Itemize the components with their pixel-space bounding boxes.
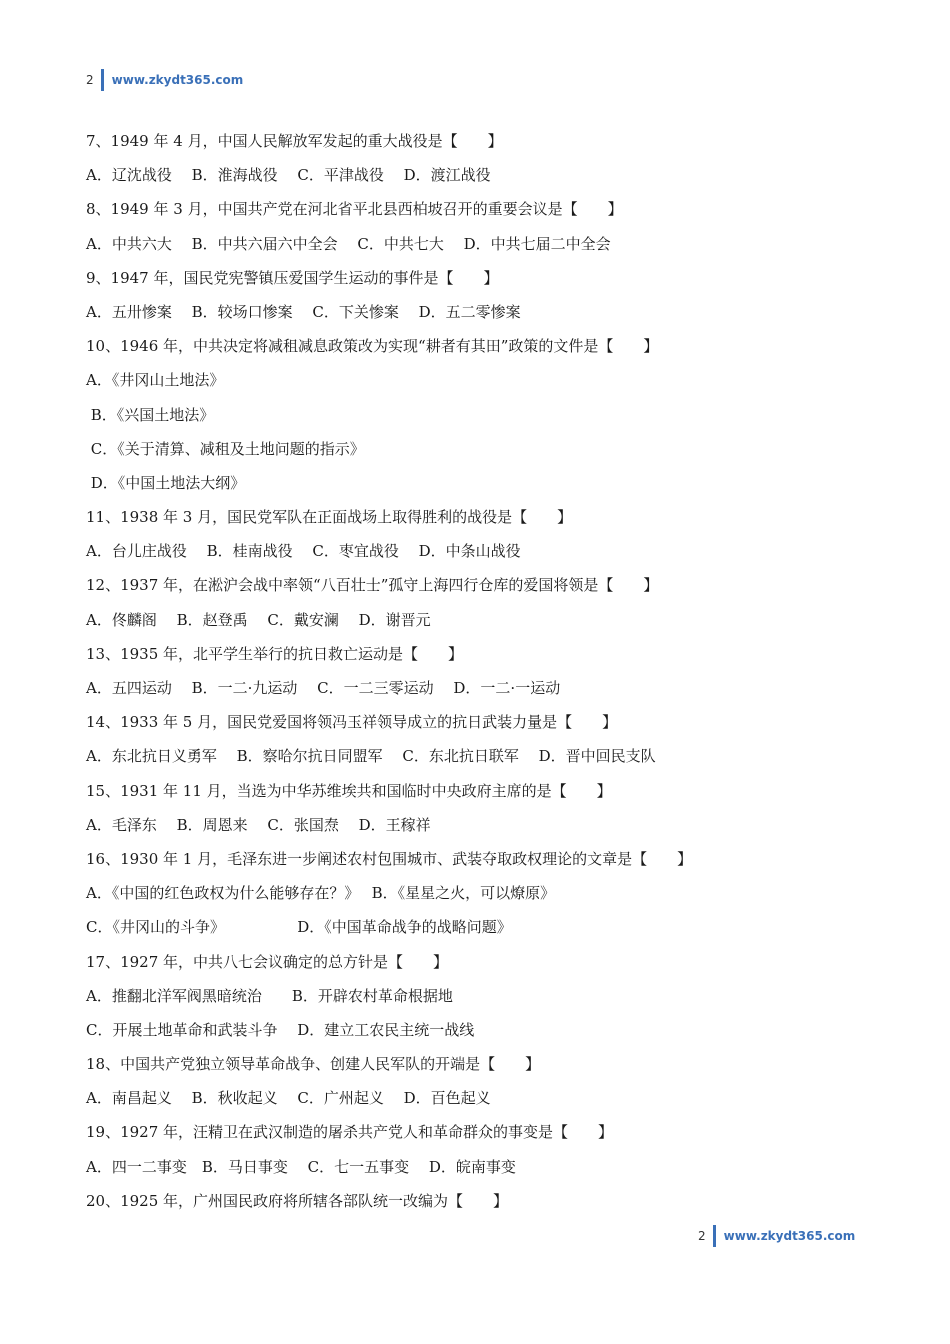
option-line: A．毛泽东 B．周恩来 C．张国焘 D．王稼祥	[86, 815, 431, 834]
option-line: A．推翻北洋军阀黑暗统治 B．开辟农村革命根据地	[86, 986, 453, 1005]
header-page-number: 2	[86, 73, 94, 87]
option-line: A．东北抗日义勇军 B．察哈尔抗日同盟军 C．东北抗日联军 D．晋中回民支队	[86, 747, 656, 766]
option-line: D．《中国土地法大纲》	[86, 473, 246, 492]
question-line: 10、1946 年，中共决定将减租减息政策改为实现“耕者有其田”政策的文件是【 】	[86, 337, 659, 356]
question-line: 16、1930 年 1 月，毛泽东进一步阐述农村包围城市、武装夺取政权理论的文章是【 】	[86, 849, 693, 868]
option-line: A．四一二事变 B．马日事变 C．七一五事变 D．皖南事变	[86, 1157, 516, 1176]
footer-page-number: 2	[698, 1229, 706, 1243]
question-line: 7、1949 年 4 月，中国人民解放军发起的重大战役是【 】	[86, 132, 503, 150]
option-line: C．《关于清算、减租及土地问题的指示》	[86, 439, 365, 458]
option-line: A．辽沈战役 B．淮海战役 C．平津战役 D．渡江战役	[86, 166, 491, 185]
footer-divider	[713, 1225, 716, 1247]
question-line: 20、1925 年，广州国民政府将所辖各部队统一改编为【 】	[86, 1191, 509, 1210]
question-line: 14、1933 年 5 月，国民党爱国将领冯玉祥领导成立的抗日武装力量是【 】	[86, 713, 618, 732]
question-line: 15、1931 年 11 月，当选为中华苏维埃共和国临时中央政府主席的是【 】	[86, 781, 612, 800]
option-line: C．开展土地革命和武装斗争 D．建立工农民主统一战线	[86, 1020, 475, 1039]
option-line: A．中共六大 B．中共六届六中全会 C．中共七大 D．中共七届二中全会	[86, 234, 611, 253]
option-line: A．《中国的红色政权为什么能够存在？》 B．《星星之火，可以燎原》	[86, 884, 556, 903]
question-list	[86, 124, 886, 1218]
option-line: A．《井冈山土地法》	[86, 371, 225, 390]
question-line: 9、1947 年，国民党宪警镇压爱国学生运动的事件是【 】	[86, 268, 499, 287]
question-line: 19、1927 年，汪精卫在武汉制造的屠杀共产党人和革命群众的事变是【 】	[86, 1123, 614, 1142]
header-divider	[101, 69, 104, 91]
option-line: A．五卅惨案 B．较场口惨案 C．下关惨案 D．五二零惨案	[86, 302, 521, 321]
question-line: 8、1949 年 3 月，中国共产党在河北省平北县西柏坡召开的重要会议是【 】	[86, 200, 623, 219]
question-line: 18、中国共产党独立领导革命战争、创建人民军队的开端是【 】	[86, 1055, 541, 1074]
question-line: 13、1935 年，北平学生举行的抗日救亡运动是【 】	[86, 644, 464, 663]
footer-site-link[interactable]: www.zkydt365.com	[723, 1229, 856, 1243]
option-line: B．《兴国土地法》	[86, 405, 215, 424]
page-header	[86, 68, 243, 92]
question-line: 17、1927 年，中共八七会议确定的总方针是【 】	[86, 952, 449, 971]
option-line: A．佟麟阁 B．赵登禹 C．戴安澜 D．谢晋元	[86, 610, 431, 629]
option-line: A．南昌起义 B．秋收起义 C．广州起义 D．百色起义	[86, 1089, 491, 1108]
page-footer	[698, 1224, 855, 1248]
question-line: 12、1937 年，在淞沪会战中率领“八百壮士”孤守上海四行仓库的爱国将领是【 】	[86, 576, 659, 595]
option-line: C．《井冈山的斗争》 D．《中国革命战争的战略问题》	[86, 918, 512, 937]
header-site-link[interactable]: www.zkydt365.com	[111, 73, 244, 87]
option-line: A．台儿庄战役 B．桂南战役 C．枣宜战役 D．中条山战役	[86, 542, 521, 561]
question-line: 11、1938 年 3 月，国民党军队在正面战场上取得胜利的战役是【 】	[86, 508, 573, 527]
option-line: A．五四运动 B．一二·九运动 C．一二三零运动 D．一二·一运动	[86, 679, 561, 697]
